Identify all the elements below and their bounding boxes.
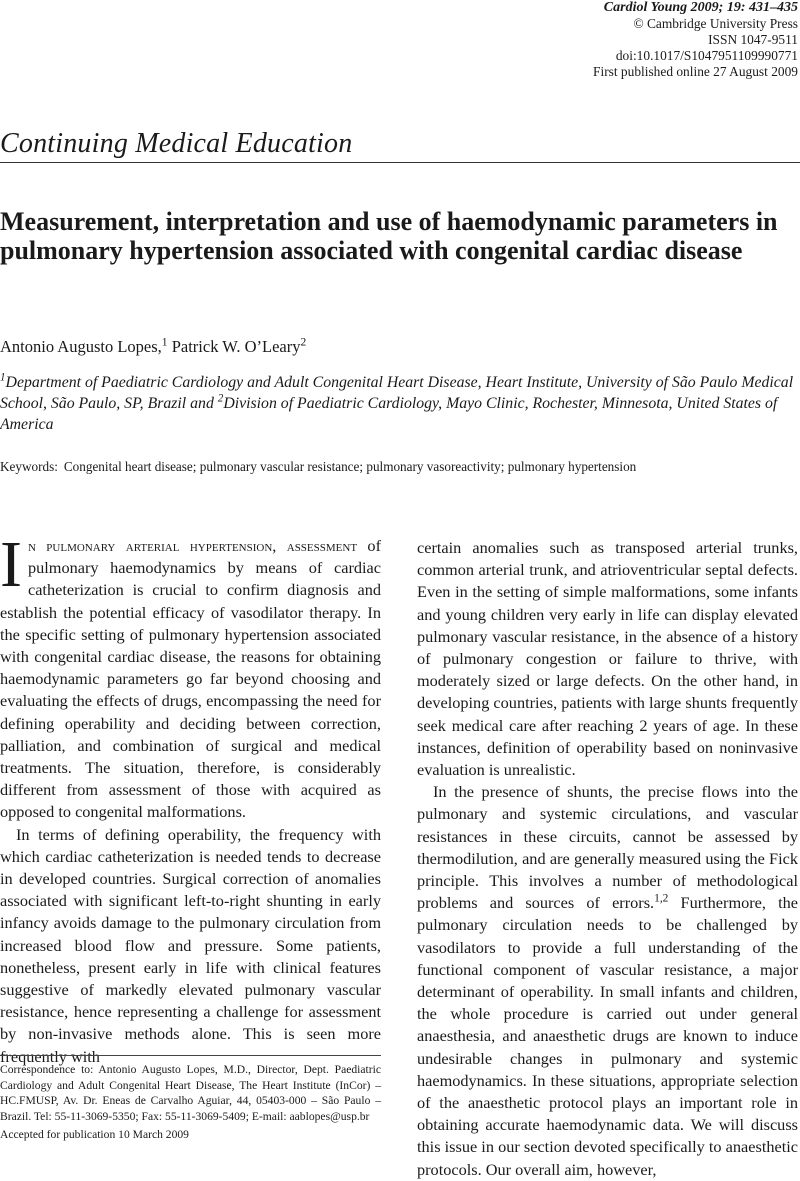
paragraph-intro-text: of pulmonary haemodynamics by means of cardiac catheterization is crucial to confirm diagnosis and establish the potential efficacy of vasodilator therapy. In the specific setting of pulmonary hypertension associated with congenital cardiac disease, the reasons for obtaining haemodynamic parameters go far beyond choosing and evaluating the effects of drugs, encompassing the need for defining operability and deciding between correction, palliation, and combination of surgical and medical treatments. The situation, therefore, is considerably different from assessment of those with acquired as opposed to congenital malformations. bbox=[0, 536, 381, 822]
accepted-date: Accepted for publication 10 March 2009 bbox=[0, 1128, 189, 1141]
affiliations bbox=[0, 372, 795, 435]
correspondence-footnote: Correspondence to: Antonio Augusto Lopes, M.D., Director, Dept. Paediatric Cardiology and Adult Congenital Heart Disease, The Heart Institute (InCor) – HC.FMUSP, Av. Dr. Eneas de Carvalho Aguiar, 44, 05403-000 – São Paulo – Brazil. Tel: 55-11-3069-5350; Fax: 55-11-3069-5409; E-mail: aablopes@usp.br bbox=[0, 1063, 381, 1123]
author-1-affil-marker: 1 bbox=[161, 336, 168, 349]
author-list bbox=[0, 337, 306, 357]
lead-in-smallcaps: n pulmonary arterial hypertension, assessment bbox=[27, 536, 358, 555]
keywords bbox=[0, 459, 636, 475]
affil-marker-2: 2 bbox=[217, 392, 224, 405]
paragraph-shunts-text-b: Furthermore, the pulmonary circulation needs to be challenged by vasodilators to provide a full understanding of the functional component of vascular resistance, a major determinant of operability. In small infants and children, the whole procedure is carried out under general anaesthesia, and anaesthetic drugs are known to induce undesirable changes in pulmonary and systemic haemodynamics. In these situations, appropriate selection of the anaesthetic protocol plays an important role in obtaining accurate haemodynamic data. We will discuss this issue in our section devoted specifically to anaesthetic protocols. Our overall aim, however, bbox=[417, 893, 799, 1179]
paragraph-operability: In terms of defining operability, the frequency with which cardiac catheterization is needed tends to decrease in developed countries. Surgical correction of anomalies associated with significant left-to-right shunting in early infancy avoids damage to the pulmonary circulation from increased blood flow and pressure. Some patients, nonetheless, present early in life with clinical features suggestive of markedly elevated pulmonary vascular resistance, hence representing a challenge for assessment by non-invasive methods alone. This is seen more frequently with bbox=[0, 824, 381, 1066]
journal-header bbox=[468, 0, 798, 80]
author-1: Antonio Augusto Lopes, bbox=[0, 337, 162, 356]
published-date: First published online 27 August 2009 bbox=[593, 64, 798, 79]
citation-marker: 1,2 bbox=[654, 892, 669, 905]
copyright-line: © Cambridge University Press bbox=[633, 16, 798, 31]
affiliation-1: Department of Paediatric Cardiology and Adult Congenital Heart Disease, Heart Institute, University of São Paulo Medical School, São Paulo, SP, Brazil and bbox=[0, 374, 794, 412]
body-column-right bbox=[417, 537, 798, 1181]
drop-cap: I bbox=[0, 528, 22, 601]
body-column-left bbox=[0, 528, 381, 1068]
affil-marker-1: 1 bbox=[0, 371, 6, 384]
doi-line: doi:10.1017/S1047951109990771 bbox=[615, 48, 798, 63]
author-2-affil-marker: 2 bbox=[300, 336, 307, 349]
section-title: Continuing Medical Education bbox=[0, 128, 353, 159]
author-2: Patrick W. O’Leary bbox=[171, 337, 301, 356]
paragraph-shunts bbox=[417, 781, 798, 1181]
journal-citation: Cardiol Young 2009; 19: 431–435 bbox=[603, 0, 798, 15]
section-divider bbox=[0, 162, 800, 163]
article-title: Measurement, interpretation and use of haemodynamic parameters in pulmonary hypertension associated with congenital cardiac disease bbox=[0, 207, 778, 265]
paragraph-shunts-text-a: In the presence of shunts, the precise flows into the pulmonary and systemic circulations, and vascular resistances in these circuits, cannot be assessed by thermodilution, and are generally measured using the Fick principle. This involves a number of methodological problems and sources of errors. bbox=[417, 782, 798, 913]
paragraph-operability-continued: certain anomalies such as transposed arterial trunks, common arterial trunk, and atrioventricular septal defects. Even in the setting of simple malformations, some infants and young children very early in life can display elevated pulmonary vascular resistance, in the absence of a history of pulmonary congestion or failure to thrive, with moderately sized or large defects. On the other hand, in developing countries, patients with large shunts frequently seek medical care after reaching 2 years of age. In these instances, definition of operability based on noninvasive evaluation is unrealistic. bbox=[417, 538, 798, 780]
keywords-label: Keywords: bbox=[0, 459, 58, 474]
issn-line: ISSN 1047-9511 bbox=[708, 32, 798, 47]
paragraph-intro bbox=[0, 528, 381, 824]
keywords-text: Congenital heart disease; pulmonary vascular resistance; pulmonary vasoreactivity; pulmonary hypertension bbox=[63, 459, 637, 474]
footnote-divider bbox=[0, 1055, 381, 1056]
affiliation-2: Division of Paediatric Cardiology, Mayo Clinic, Rochester, Minnesota, United States of America bbox=[0, 395, 778, 433]
